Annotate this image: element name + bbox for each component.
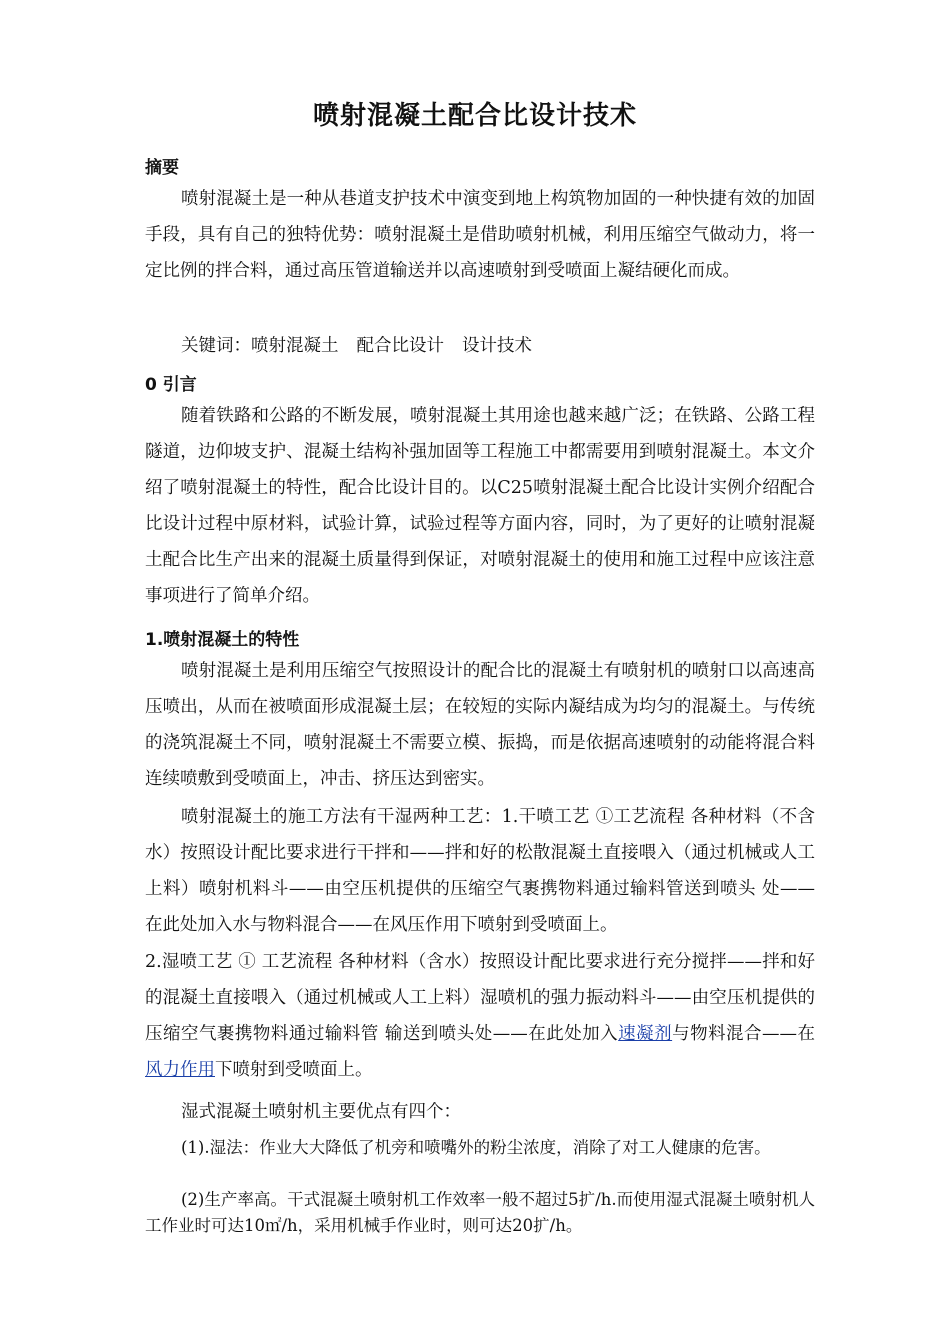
para3-text-end: 下喷射到受喷面上。 — [215, 1060, 373, 1080]
para3-text-mid: 与物料混合——在 — [672, 1024, 816, 1044]
section1-para-2: 喷射混凝土的施工方法有干湿两种工艺：1.干喷工艺 ①工艺流程 各种材料（不含水）按照设计配比要求进行干拌和——拌和好的松散混凝土直接喂入（通过机械或人工上料）喷射机料斗——由空压机提供的压缩空气裹携物料通过输料管送到喷头 处——在此处加入水与物料混合——在风压作用下喷射到受喷面上。 — [145, 807, 815, 935]
advantage-item-2: (2)生产率高。干式混凝土喷射机工作效率一般不超过5扩/h.而使用湿式混凝土喷射机人工作业时可达10㎡/h，采用机械手作业时，则可达20扩/h。 — [145, 1190, 815, 1235]
section1-heading: 1.喷射混凝土的特性 — [145, 630, 300, 650]
link-wind-force[interactable]: 风力作用 — [145, 1060, 215, 1080]
para3-text-start: 2.湿喷工艺 ① 工艺流程 各种材料（含水）按照设计配比要求进行充分搅拌——拌和好的混凝土直接喂入（通过机械或人工上料）湿喷机的强力振动料斗——由空压机提供的压缩空气裹携物料通过输料管 输送到喷头处——在此处加入 — [145, 952, 815, 1044]
keywords-line — [145, 328, 815, 364]
document-title: 喷射混凝土配合比设计技术 — [312, 101, 637, 131]
keyword-2: 配合比设计 — [356, 336, 444, 356]
abstract-heading: 摘要 — [145, 158, 179, 178]
link-accelerator[interactable]: 速凝剂 — [618, 1024, 673, 1044]
section1-para-3 — [145, 944, 815, 1088]
section0-heading: 0 引言 — [145, 375, 197, 395]
advantage-item-1: (1).湿法：作业大大降低了机旁和喷嘴外的粉尘浓度，消除了对工人健康的危害。 — [181, 1138, 771, 1157]
abstract-text: 喷射混凝土是一种从巷道支护技术中演变到地上构筑物加固的一种快捷有效的加固手段，具有自己的独特优势：喷射混凝土是借助喷射机械，利用压缩空气做动力，将一定比例的拌合料，通过高压管道输送并以高速喷射到受喷面上凝结硬化而成。 — [145, 189, 815, 281]
keyword-1: 喷射混凝土 — [251, 336, 339, 356]
section1-para-4: 湿式混凝土喷射机主要优点有四个： — [181, 1102, 461, 1122]
keyword-3: 设计技术 — [462, 336, 532, 356]
section0-text: 随着铁路和公路的不断发展，喷射混凝土其用途也越来越广泛；在铁路、公路工程隧道，边仰坡支护、混凝土结构补强加固等工程施工中都需要用到喷射混凝土。本文介绍了喷射混凝土的特性，配合比设计目的。以C25喷射混凝土配合比设计实例介绍配合比设计过程中原材料，试验计算，试验过程等方面内容，同时，为了更好的让喷射混凝土配合比生产出来的混凝土质量得到保证，对喷射混凝土的使用和施工过程中应该注意事项进行了简单介绍。 — [145, 406, 815, 606]
section1-para-1: 喷射混凝土是利用压缩空气按照设计的配合比的混凝土有喷射机的喷射口以高速高压喷出，从而在被喷面形成混凝土层；在较短的实际内凝结成为均匀的混凝土。与传统的浇筑混凝土不同，喷射混凝土不需要立模、振捣，而是依据高速喷射的动能将混合料连续喷敷到受喷面上，冲击、挤压达到密实。 — [145, 661, 815, 789]
keywords-label: 关键词： — [181, 336, 251, 356]
